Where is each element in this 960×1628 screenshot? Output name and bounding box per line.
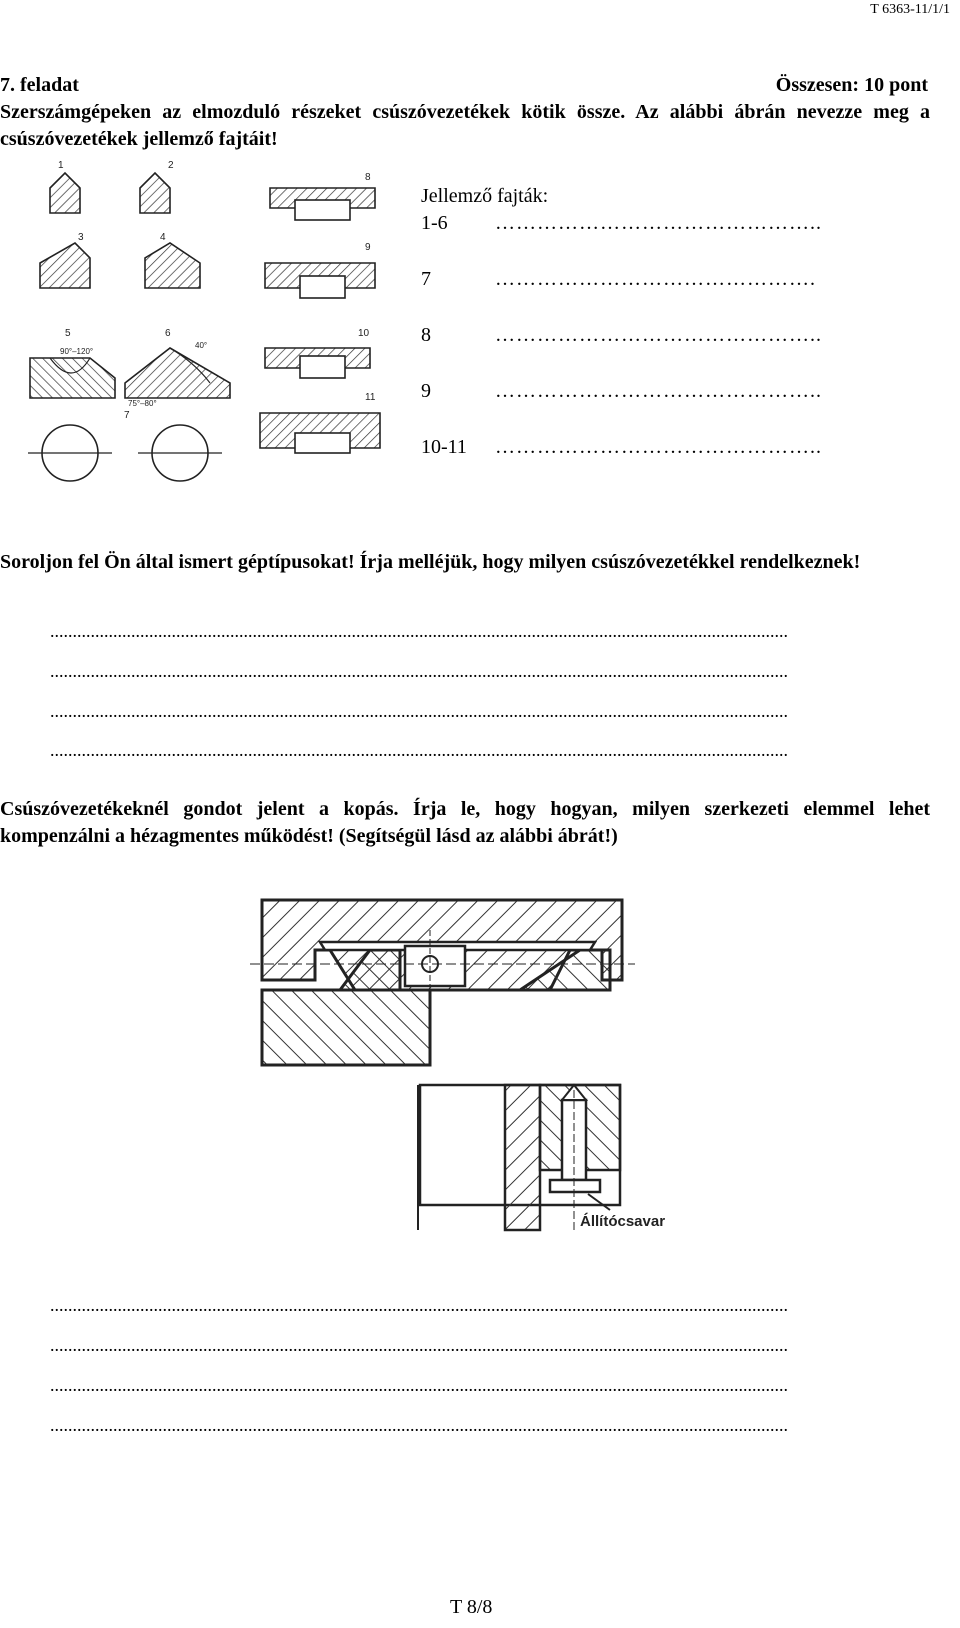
type-label-9: 9 xyxy=(421,380,431,402)
question3-answer-line[interactable]: .................................................................................................................................................................... xyxy=(50,1375,788,1395)
svg-text:10: 10 xyxy=(358,328,370,339)
type-label-8: 8 xyxy=(421,324,431,346)
svg-text:3: 3 xyxy=(78,232,84,243)
svg-text:5: 5 xyxy=(65,328,71,339)
svg-text:90°–120°: 90°–120° xyxy=(60,347,94,356)
svg-text:6: 6 xyxy=(165,328,171,339)
svg-text:1: 1 xyxy=(58,160,64,171)
question2-answer-line[interactable]: .................................................................................................................................................................... xyxy=(50,701,788,721)
question3-answer-line[interactable]: .................................................................................................................................................................... xyxy=(50,1295,788,1315)
guideway-types-figure xyxy=(20,158,390,488)
type-answer-1-6[interactable]: ……………………………………….. xyxy=(495,212,822,234)
question3-answer-line[interactable]: .................................................................................................................................................................... xyxy=(50,1415,788,1435)
svg-text:8: 8 xyxy=(365,172,371,183)
question2-answer-line[interactable]: .................................................................................................................................................................... xyxy=(50,661,788,681)
question2-text: Soroljon fel Ön által ismert géptípusokat! Írja melléjük, hogy milyen csúszóvezetékkel rendelkeznek! xyxy=(0,551,861,573)
adjusting-screw-label: Állítócsavar xyxy=(580,1213,666,1230)
question3-answer-line[interactable]: .................................................................................................................................................................... xyxy=(50,1335,788,1355)
question3-text: Csúszóvezetékeknél gondot jelent a kopás. Írja le, hogy hogyan, milyen szerkezeti elemmel lehet kompenzálni a hézagmentes működést! (Segítségül lásd az alábbi ábrát!) xyxy=(0,798,930,847)
svg-text:2: 2 xyxy=(168,160,174,171)
task-title: 7. feladat xyxy=(0,74,79,96)
type-label-7: 7 xyxy=(421,268,431,290)
gib-adjustment-figure xyxy=(250,890,666,1250)
svg-text:11: 11 xyxy=(365,392,376,403)
svg-text:75°–80°: 75°–80° xyxy=(128,399,157,408)
page-number: T 8/8 xyxy=(450,1596,493,1618)
task-points: Összesen: 10 pont xyxy=(775,74,928,96)
svg-text:4: 4 xyxy=(160,232,166,243)
type-label-1-6: 1-6 xyxy=(421,212,448,234)
svg-text:9: 9 xyxy=(365,242,371,253)
type-answer-7[interactable]: ………………………………………. xyxy=(495,268,816,290)
type-answer-9[interactable]: ……………………………………….. xyxy=(495,380,822,402)
svg-text:7: 7 xyxy=(124,410,130,421)
types-heading: Jellemző fajták: xyxy=(421,185,549,207)
task-intro: Szerszámgépeken az elmozduló részeket csúszóvezetékek kötik össze. Az alábbi ábrán nevezze meg a csúszóvezetékek jellemző fajtáit! xyxy=(0,101,930,150)
type-label-10-11: 10-11 xyxy=(421,436,467,458)
question2-answer-line[interactable]: .................................................................................................................................................................... xyxy=(50,740,788,760)
svg-text:40°: 40° xyxy=(195,341,208,350)
type-answer-10-11[interactable]: ……………………………………….. xyxy=(495,436,822,458)
question2-answer-line[interactable]: .................................................................................................................................................................... xyxy=(50,621,788,641)
document-code: T 6363-11/1/1 xyxy=(870,2,950,17)
type-answer-8[interactable]: ……………………………………….. xyxy=(495,324,822,346)
